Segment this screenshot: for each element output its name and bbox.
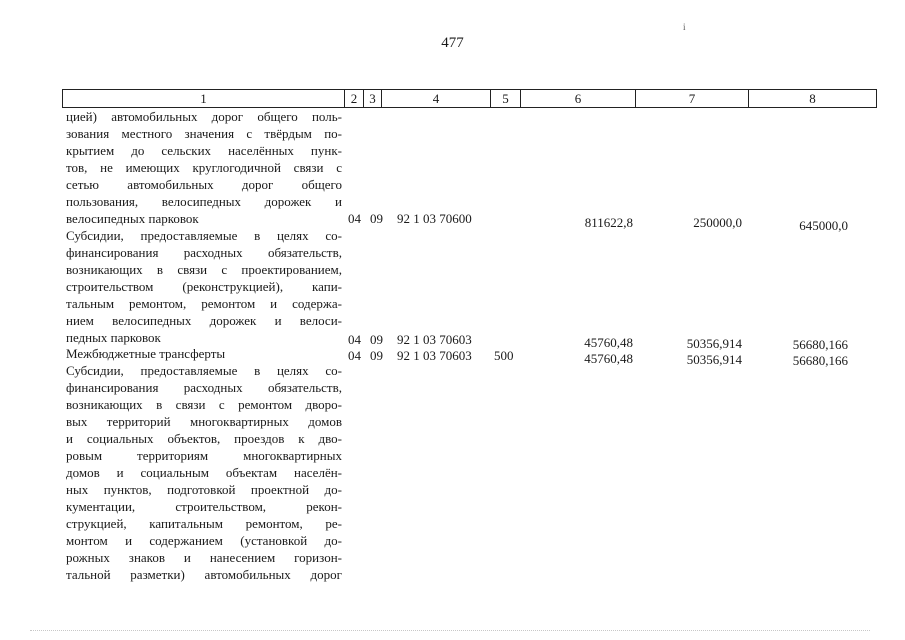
cell-vr: 500 [494,348,514,363]
row-description [66,108,342,227]
row-description [66,227,342,346]
description-line: ных пунктов, подготовкой проектной до- [66,482,342,497]
description-line: тов, не имеющих круглогодичной связи с [66,160,342,175]
cell-csr: 92 1 03 70603 [397,332,472,347]
page-number: 477 [441,35,464,51]
description-line: крытием до сельских населённых пунк- [66,143,342,158]
description-line: возникающих в связи с проектированием, [66,262,342,277]
row-description [66,362,342,583]
cell-pr: 09 [370,332,383,347]
description-line: рожных знаков и нанесением горизон- [66,550,342,565]
cell-pr: 09 [370,348,383,363]
description-line: Субсидии, предоставляемые в целях со- [66,228,342,243]
cell-col8: 645000,0 [799,218,848,233]
cell-col6: 811622,8 [584,215,633,230]
header-col-7: 7 [636,90,749,107]
description-line: и социальных объектов, проездов к дво- [66,431,342,446]
cell-col7: 50356,914 [686,352,742,367]
cell-col7: 50356,914 [686,336,742,351]
header-col-2: 2 [345,90,364,107]
description-line: монтом и содержанием (установкой до- [66,533,342,548]
description-line: кументации, строительством, рекон- [66,499,342,514]
description-line: финансирования расходных обязательств, [66,380,342,395]
cell-rz: 04 [348,332,361,347]
cell-csr: 92 1 03 70603 [397,348,472,363]
description-line: тальной разметки) автомобильных дорог [66,567,342,582]
header-col-8: 8 [809,91,816,106]
description-line: возникающих в связи с ремонтом дворо- [66,397,342,412]
cell-col7: 250000,0 [693,215,742,230]
row-description [66,345,342,362]
description-line: ровым территориям многоквартирных [66,448,342,463]
description-line: строительством (реконструкцией), капи- [66,279,342,294]
description-line: домов и социальным объектам населён- [66,465,342,480]
header-col-3: 3 [364,90,382,107]
description-line: вых территорий многоквартирных домов [66,414,342,429]
cell-rz: 04 [348,211,361,226]
description-line: финансирования расходных обязательств, [66,245,342,260]
header-col-1: 1 [63,90,345,107]
cell-col6: 45760,48 [584,335,633,350]
cell-col6: 45760,48 [584,351,633,366]
cell-pr: 09 [370,211,383,226]
scan-artifact-line [30,630,870,633]
description-line: нием велосипедных дорожек и велоси- [66,313,342,328]
description-line: зования местного значения с твёрдым по- [66,126,342,141]
description-line: Межбюджетные трансферты [66,346,226,361]
cell-csr: 92 1 03 70600 [397,211,472,226]
description-line: цией) автомобильных дорог общего поль- [66,109,342,124]
table-header [62,89,877,108]
header-col-6: 6 [521,90,636,107]
description-line: Субсидии, предоставляемые в целях со- [66,363,342,378]
description-line: пользования, велосипедных дорожек и [66,194,342,209]
description-line: тальным ремонтом, ремонтом и содержа- [66,296,342,311]
corner-mark: і [683,22,686,32]
description-line: велосипедных парковок [66,211,199,226]
header-col-4: 4 [382,90,491,107]
cell-col8: 56680,166 [792,353,848,368]
cell-rz: 04 [348,348,361,363]
header-col-5: 5 [491,90,521,107]
description-line: педных парковок [66,330,161,345]
cell-col8: 56680,166 [792,337,848,352]
description-line: сетью автомобильных дорог общего [66,177,342,192]
description-line: струкцией, капитальным ремонтом, ре- [66,516,342,531]
